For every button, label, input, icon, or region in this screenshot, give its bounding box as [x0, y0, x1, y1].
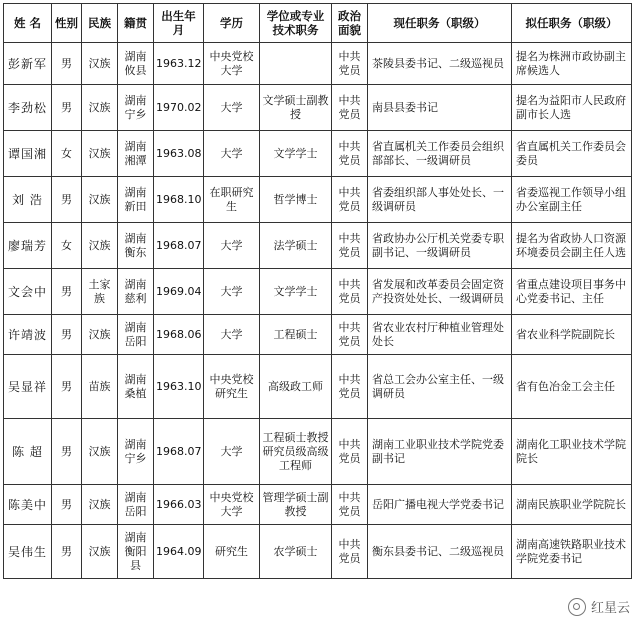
- cell-origin: 湖南衡阳县: [118, 525, 154, 579]
- cell-ethnic: 汉族: [82, 85, 118, 131]
- cell-party: 中共党员: [332, 177, 368, 223]
- cell-proposed: 省农业科学院副院长: [512, 315, 632, 355]
- cell-gender: 男: [52, 419, 82, 485]
- table-row: [4, 43, 632, 85]
- cell-origin: 湖南桑植: [118, 355, 154, 419]
- cell-party: 中共党员: [332, 419, 368, 485]
- table-row: [4, 315, 632, 355]
- cell-edu: 中央党校大学: [204, 43, 260, 85]
- cell-current: 省农业农村厅种植业管理处处长: [368, 315, 512, 355]
- cell-birth: 1970.02: [154, 85, 204, 131]
- cell-degree: 工程硕士教授研究员级高级工程师: [260, 419, 332, 485]
- cell-party: 中共党员: [332, 525, 368, 579]
- cell-degree: 高级政工师: [260, 355, 332, 419]
- cell-party: 中共党员: [332, 85, 368, 131]
- cell-name: 刘 浩: [4, 177, 52, 223]
- cell-party: 中共党员: [332, 355, 368, 419]
- cell-birth: 1968.10: [154, 177, 204, 223]
- table-header: [4, 4, 632, 43]
- cell-edu: 大学: [204, 419, 260, 485]
- cell-current: 衡东县委书记、二级巡视员: [368, 525, 512, 579]
- cell-edu: 大学: [204, 315, 260, 355]
- cell-degree: 哲学博士: [260, 177, 332, 223]
- cell-degree: 法学硕士: [260, 223, 332, 269]
- column-header: 籍贯: [118, 4, 154, 43]
- cell-ethnic: 汉族: [82, 131, 118, 177]
- cell-degree: 工程硕士: [260, 315, 332, 355]
- cell-birth: 1963.08: [154, 131, 204, 177]
- cell-ethnic: 汉族: [82, 485, 118, 525]
- table-row: [4, 177, 632, 223]
- table-row: [4, 485, 632, 525]
- table-row: [4, 269, 632, 315]
- cell-edu: 中央党校大学: [204, 485, 260, 525]
- cell-name: 彭新军: [4, 43, 52, 85]
- table-row: [4, 355, 632, 419]
- column-header: 现任职务（职级）: [368, 4, 512, 43]
- cell-proposed: 湖南民族职业学院院长: [512, 485, 632, 525]
- cell-edu: 大学: [204, 223, 260, 269]
- cell-current: 省委组织部人事处处长、一级调研员: [368, 177, 512, 223]
- cell-proposed: 省直属机关工作委员会委员: [512, 131, 632, 177]
- cell-party: 中共党员: [332, 43, 368, 85]
- cell-current: 岳阳广播电视大学党委书记: [368, 485, 512, 525]
- cell-edu: 研究生: [204, 525, 260, 579]
- cell-proposed: 湖南化工职业技术学院院长: [512, 419, 632, 485]
- cell-ethnic: 汉族: [82, 525, 118, 579]
- column-header: 学位或专业技术职务: [260, 4, 332, 43]
- wechat-logo-icon: [568, 598, 586, 616]
- cell-name: 吴伟生: [4, 525, 52, 579]
- cell-ethnic: 苗族: [82, 355, 118, 419]
- table-row: [4, 131, 632, 177]
- cell-party: 中共党员: [332, 223, 368, 269]
- cell-name: 谭国湘: [4, 131, 52, 177]
- cell-gender: 男: [52, 355, 82, 419]
- cell-current: 湖南工业职业技术学院党委副书记: [368, 419, 512, 485]
- cell-birth: 1964.09: [154, 525, 204, 579]
- cell-ethnic: 汉族: [82, 315, 118, 355]
- table-row: [4, 525, 632, 579]
- cell-edu: 中央党校研究生: [204, 355, 260, 419]
- cell-proposed: 湖南高速铁路职业技术学院党委书记: [512, 525, 632, 579]
- watermark-text: 红星云: [590, 601, 630, 616]
- cell-gender: 男: [52, 177, 82, 223]
- cell-ethnic: 汉族: [82, 43, 118, 85]
- cell-current: 省发展和改革委员会固定资产投资处处长、一级调研员: [368, 269, 512, 315]
- column-header: 姓 名: [4, 4, 52, 43]
- cell-birth: 1968.07: [154, 419, 204, 485]
- cell-origin: 湖南岳阳: [118, 315, 154, 355]
- cell-name: 陈美中: [4, 485, 52, 525]
- table-row: [4, 223, 632, 269]
- column-header: 政治面貌: [332, 4, 368, 43]
- cell-current: 省直属机关工作委员会组织部部长、一级调研员: [368, 131, 512, 177]
- cell-proposed: 省委巡视工作领导小组办公室副主任: [512, 177, 632, 223]
- cell-proposed: 提名为省政协人口资源环境委员会副主任人选: [512, 223, 632, 269]
- cell-origin: 湖南岳阳: [118, 485, 154, 525]
- cell-edu: 大学: [204, 85, 260, 131]
- cell-gender: 男: [52, 525, 82, 579]
- cell-name: 吴显祥: [4, 355, 52, 419]
- cell-party: 中共党员: [332, 485, 368, 525]
- cell-degree: 文学学士: [260, 131, 332, 177]
- cell-name: 李劲松: [4, 85, 52, 131]
- cell-gender: 女: [52, 131, 82, 177]
- cell-gender: 男: [52, 315, 82, 355]
- cell-edu: 在职研究生: [204, 177, 260, 223]
- cell-ethnic: 土家族: [82, 269, 118, 315]
- cell-gender: 男: [52, 485, 82, 525]
- cell-degree: 文学硕士副教授: [260, 85, 332, 131]
- column-header: 拟任职务（职级）: [512, 4, 632, 43]
- cell-name: 廖瑞芳: [4, 223, 52, 269]
- watermark: [568, 597, 630, 616]
- cell-current: 茶陵县委书记、二级巡视员: [368, 43, 512, 85]
- column-header: 民族: [82, 4, 118, 43]
- cell-birth: 1963.12: [154, 43, 204, 85]
- table-row: [4, 85, 632, 131]
- cell-ethnic: 汉族: [82, 223, 118, 269]
- cell-edu: 大学: [204, 131, 260, 177]
- cell-birth: 1968.07: [154, 223, 204, 269]
- cell-proposed: 省有色冶金工会主任: [512, 355, 632, 419]
- cell-birth: 1963.10: [154, 355, 204, 419]
- cell-current: 省总工会办公室主任、一级调研员: [368, 355, 512, 419]
- cell-origin: 湖南攸县: [118, 43, 154, 85]
- cell-name: 陈 超: [4, 419, 52, 485]
- cell-proposed: 省重点建设项目事务中心党委书记、主任: [512, 269, 632, 315]
- cell-ethnic: 汉族: [82, 177, 118, 223]
- cell-party: 中共党员: [332, 131, 368, 177]
- cell-birth: 1968.06: [154, 315, 204, 355]
- column-header: 出生年月: [154, 4, 204, 43]
- cell-name: 许靖波: [4, 315, 52, 355]
- cell-origin: 湖南宁乡: [118, 85, 154, 131]
- cell-gender: 男: [52, 85, 82, 131]
- column-header: 性别: [52, 4, 82, 43]
- cell-origin: 湖南衡东: [118, 223, 154, 269]
- cell-birth: 1969.04: [154, 269, 204, 315]
- cell-current: 省政协办公厅机关党委专职副书记、一级调研员: [368, 223, 512, 269]
- cell-proposed: 提名为益阳市人民政府副市长人选: [512, 85, 632, 131]
- cell-name: 文会中: [4, 269, 52, 315]
- cell-current: 南县县委书记: [368, 85, 512, 131]
- cell-gender: 男: [52, 269, 82, 315]
- cell-origin: 湖南新田: [118, 177, 154, 223]
- cell-origin: 湖南宁乡: [118, 419, 154, 485]
- cell-gender: 男: [52, 43, 82, 85]
- cell-party: 中共党员: [332, 269, 368, 315]
- cell-edu: 大学: [204, 269, 260, 315]
- cell-proposed: 提名为株洲市政协副主席候选人: [512, 43, 632, 85]
- cell-degree: 文学学士: [260, 269, 332, 315]
- column-header: 学历: [204, 4, 260, 43]
- cell-degree: [260, 43, 332, 85]
- cell-degree: 管理学硕士副教授: [260, 485, 332, 525]
- appointment-table: [3, 3, 632, 579]
- cell-ethnic: 汉族: [82, 419, 118, 485]
- table-row: [4, 419, 632, 485]
- cell-party: 中共党员: [332, 315, 368, 355]
- cell-birth: 1966.03: [154, 485, 204, 525]
- cell-origin: 湖南慈利: [118, 269, 154, 315]
- cell-origin: 湖南湘潭: [118, 131, 154, 177]
- table-body: [4, 43, 632, 579]
- cell-gender: 女: [52, 223, 82, 269]
- cell-degree: 农学硕士: [260, 525, 332, 579]
